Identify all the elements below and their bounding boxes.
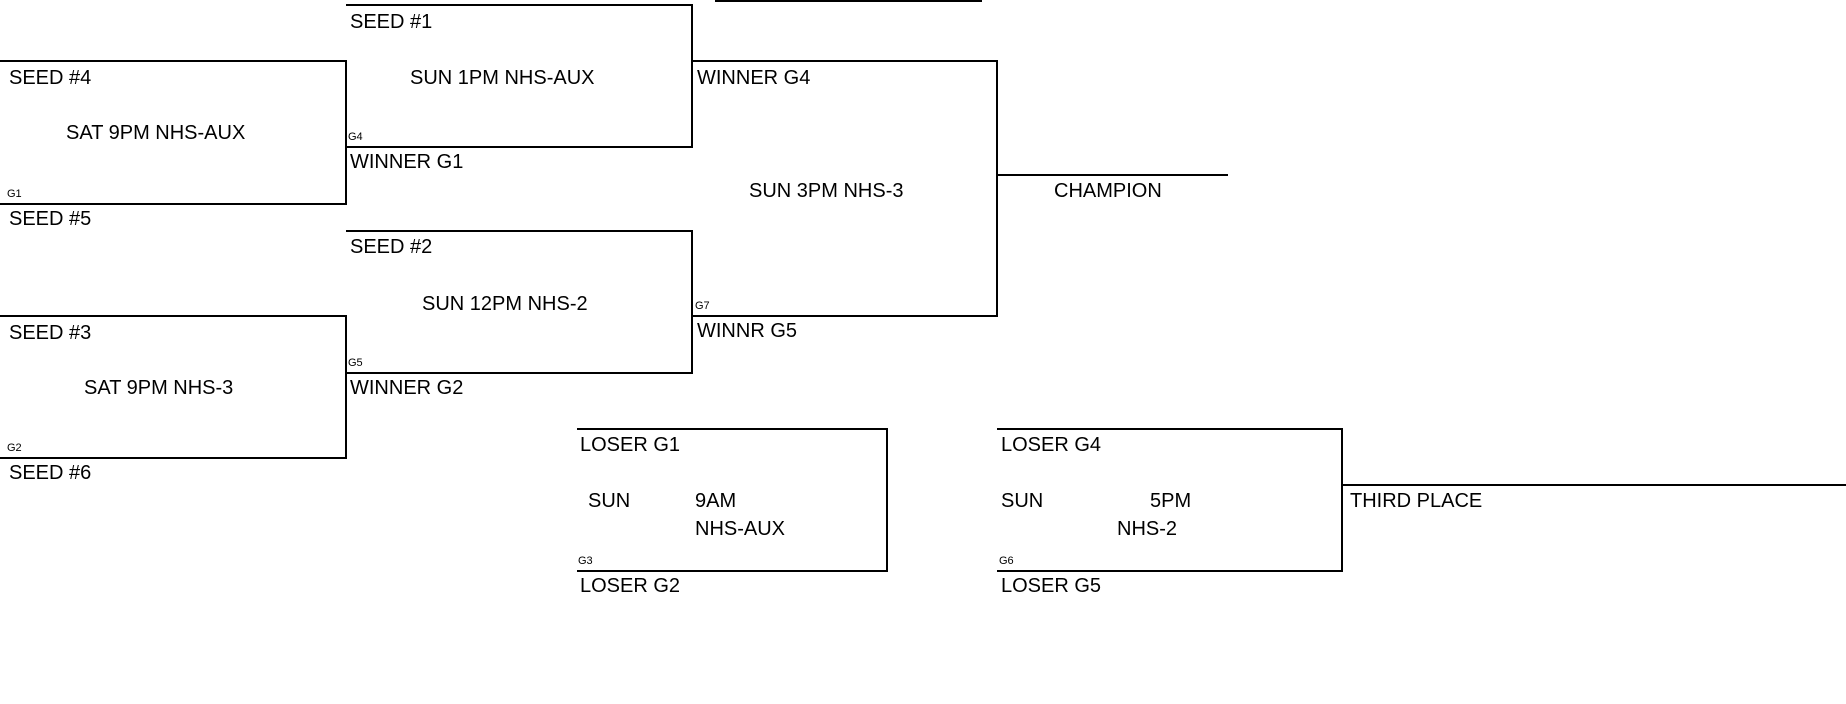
g3-top-team: LOSER G1 — [580, 434, 681, 456]
g4-top-team: SEED #1 — [350, 11, 433, 33]
g5-bottom-team: WINNER G2 — [350, 377, 464, 399]
g6-bottom-team: LOSER G5 — [1001, 575, 1102, 597]
g6-top-team: LOSER G4 — [1001, 434, 1102, 456]
g1-bottom-team: SEED #5 — [9, 208, 92, 230]
g3-hour: 9AM — [695, 490, 737, 512]
g7-time: SUN 3PM NHS-3 — [749, 180, 904, 202]
g5-label: G5 — [348, 357, 363, 369]
g4-bottom-team: WINNER G1 — [350, 151, 464, 173]
g1-label: G1 — [7, 188, 22, 200]
g5-time: SUN 12PM NHS-2 — [422, 293, 588, 315]
g6-label: G6 — [999, 555, 1014, 567]
g3-site: NHS-AUX — [695, 518, 786, 540]
g4-label: G4 — [348, 131, 363, 143]
g2-top-team: SEED #3 — [9, 322, 92, 344]
g6-hour: 5PM — [1150, 490, 1192, 512]
g1-time: SAT 9PM NHS-AUX — [66, 122, 246, 144]
g3-label: G3 — [578, 555, 593, 567]
champion-label: CHAMPION — [1054, 180, 1162, 202]
third-place-label: THIRD PLACE — [1350, 490, 1483, 512]
g6-day: SUN — [1001, 490, 1044, 512]
g3-bottom-team: LOSER G2 — [580, 575, 681, 597]
g2-bottom-team: SEED #6 — [9, 462, 92, 484]
g3-day: SUN — [588, 490, 631, 512]
g6-site: NHS-2 — [1117, 518, 1178, 540]
g7-bottom-team: WINNR G5 — [697, 320, 797, 342]
g4-time: SUN 1PM NHS-AUX — [410, 67, 595, 89]
g1-top-team: SEED #4 — [9, 67, 92, 89]
g7-top-team: WINNER G4 — [697, 67, 811, 89]
g7-label: G7 — [695, 300, 710, 312]
g5-top-team: SEED #2 — [350, 236, 433, 258]
g2-time: SAT 9PM NHS-3 — [84, 377, 234, 399]
g2-label: G2 — [7, 442, 22, 454]
